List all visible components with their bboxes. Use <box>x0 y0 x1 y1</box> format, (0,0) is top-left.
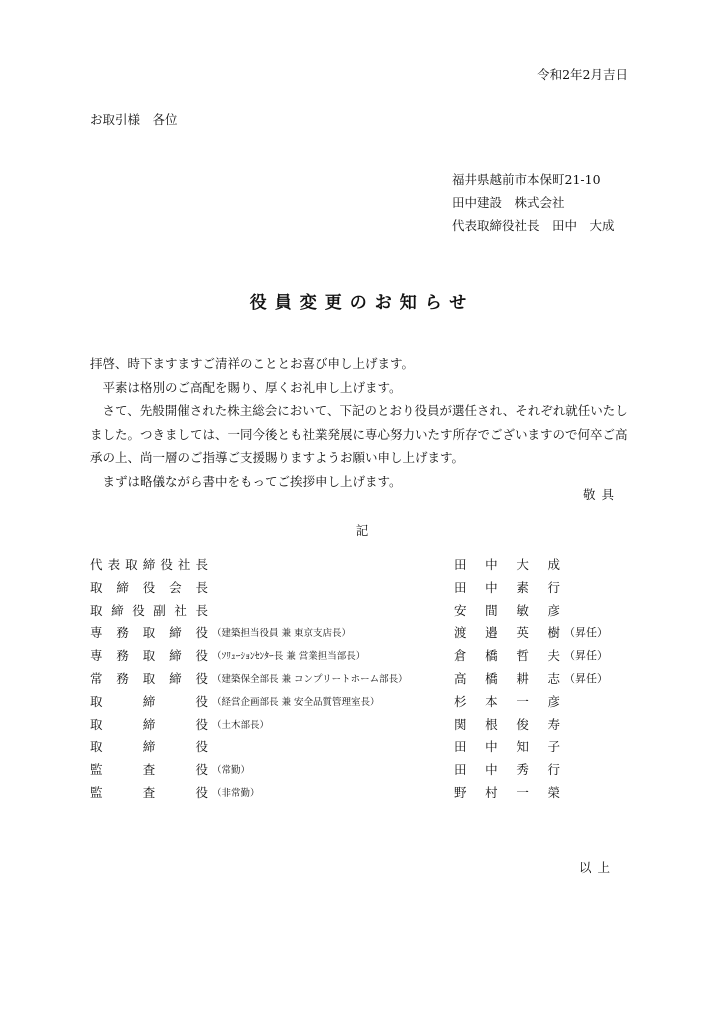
sender-company: 田中建設 株式会社 <box>452 195 565 210</box>
officer-suffix: （昇任） <box>564 649 608 663</box>
body-paragraph: 平素は格別のご高配を賜り、厚くお礼申し上げます。 <box>90 379 402 395</box>
officer-row <box>90 760 638 783</box>
officer-role: 取 締 役 <box>90 693 208 709</box>
officer-suffix: （昇任） <box>564 626 608 640</box>
officer-name: 安 間 敏 彦 <box>454 602 560 618</box>
officer-role: 代 表 取 締 役 社 長 <box>90 557 208 572</box>
officer-row <box>90 555 638 578</box>
officer-note: （ｿﾘｭｰｼｮﾝｾﾝﾀｰ長 兼 営業担当部長） <box>212 651 366 663</box>
officer-note: （常勤） <box>212 765 251 777</box>
officer-name: 高 橋 耕 志 <box>454 670 560 686</box>
officer-note: （非常勤） <box>212 787 260 799</box>
recipient-line: お取引様 各位 <box>90 112 178 127</box>
officer-suffix: （昇任） <box>564 671 608 685</box>
letter-body <box>90 352 638 493</box>
body-paragraph: 拝啓、時下ますますご清祥のこととお喜び申し上げます。 <box>90 356 415 371</box>
officer-role: 常 務 取 締 役 <box>90 670 208 686</box>
officer-row <box>90 578 638 601</box>
officer-name: 杉 本 一 彦 <box>454 693 560 709</box>
officer-note: （建築担当役員 兼 東京支店長） <box>212 628 352 640</box>
officer-row <box>90 715 638 738</box>
officer-name: 田 中 秀 行 <box>454 762 560 778</box>
officer-role: 監 査 役 <box>90 762 208 778</box>
officer-role: 専 務 取 締 役 <box>90 648 208 664</box>
end-ijou: 以上 <box>578 860 616 875</box>
officer-row <box>90 783 638 806</box>
officer-note: （土木部長） <box>212 719 270 731</box>
sender-address: 福井県越前市本保町21-10 <box>452 172 601 187</box>
officer-name: 田 中 知 子 <box>454 739 560 755</box>
officer-row <box>90 692 638 715</box>
ki-heading: 記 <box>355 523 369 538</box>
officer-row <box>90 646 638 669</box>
officer-role: 監 査 役 <box>90 784 208 800</box>
officer-row <box>90 669 638 692</box>
officer-note: （建築保全部長 兼 コンプリートホーム部長） <box>212 673 408 685</box>
officer-note: （経営企画部長 兼 安全品質管理室長） <box>212 696 380 708</box>
officer-role: 取 締 役 <box>90 716 208 732</box>
closing-keigu: 敬具 <box>582 487 620 502</box>
officer-name: 関 根 俊 寿 <box>454 716 560 732</box>
officer-role: 取 締 役 会 長 <box>90 579 208 595</box>
officer-role: 専 務 取 締 役 <box>90 625 208 641</box>
sender-representative: 代表取締役社長 田中 大成 <box>452 218 615 233</box>
officer-row <box>90 601 638 624</box>
officer-list <box>90 555 638 806</box>
body-paragraph: まずは略儀ながら書中をもってご挨拶申し上げます。 <box>90 473 402 489</box>
officer-role: 取 締 役 <box>90 739 208 755</box>
sender-block <box>452 168 615 237</box>
officer-row <box>90 737 638 760</box>
officer-name: 渡 邉 英 樹 <box>454 625 560 641</box>
document-date: 令和2年2月吉日 <box>537 67 628 82</box>
body-paragraph: さて、先般開催された株主総会において、下記のとおり役員が選任され、それぞれ就任いたしました。つきましては、一同今後とも社業発展に専心努力いたす所存でございますので何卒ご高承の上、尚一層のご指導ご支援賜りますようお願い申し上げます。 <box>90 403 628 465</box>
officer-name: 倉 橋 哲 夫 <box>454 648 560 664</box>
officer-name: 田 中 素 行 <box>454 579 560 595</box>
officer-role: 取 締 役 副 社 長 <box>90 602 208 618</box>
officer-name: 野 村 一 榮 <box>454 784 560 800</box>
officer-row <box>90 623 638 646</box>
officer-name: 田 中 大 成 <box>454 557 560 572</box>
document-title: 役員変更のお知らせ <box>249 293 475 313</box>
